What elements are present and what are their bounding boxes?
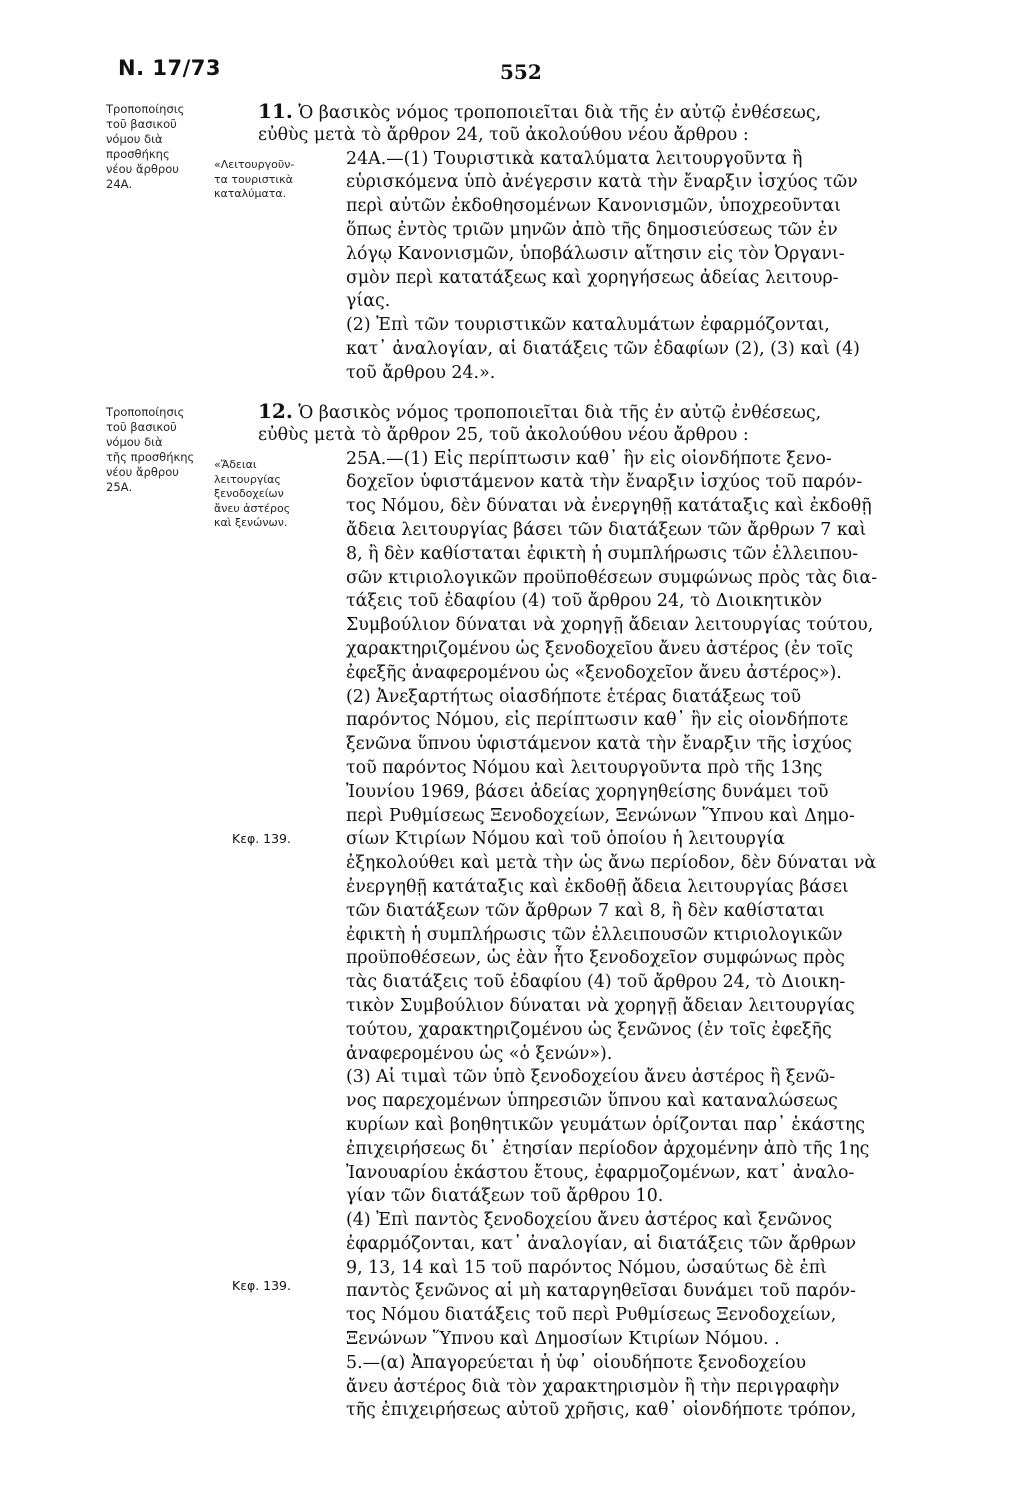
margin-note-line: τοῦ βασικοῦ [106,420,177,434]
text-line: ἐξηκολούθει καὶ μετὰ τὴν ὡς ἄνω περίοδον, δὲν δύναται νὰ [346,853,877,874]
text-line: παντὸς ξενῶνος αἱ μὴ καταργηθεῖσαι δυνάμει τοῦ παρόν- [346,1281,856,1302]
margin-note-line: Τροποποίησις [106,102,185,116]
text-line: προϋποθέσεων, ὡς ἐὰν ἦτο ξενοδοχεῖον συμφώνως πρὸς [346,948,845,969]
text-line: τος Νόμου, δὲν δύναται νὰ ἐνεργηθῇ κατάταξις καὶ ἐκδοθῇ [346,496,872,517]
article-heading-line: τα τουριστικὰ [214,172,293,186]
text-line: ἄνευ ἀστέρος διὰ τὸν χαρακτηρισμὸν ἢ τὴν περιγραφὴν [346,1376,840,1397]
margin-note-line: νόμου διὰ [106,132,163,146]
text-line: δοχεῖον ὑφιστάμενον κατὰ τὴν ἔναρξιν ἰσχύος τοῦ παρόν- [346,472,863,493]
text-line: κυρίων καὶ βοηθητικῶν γευμάτων ὁρίζονται παρ᾽ ἑκάστης [346,1114,865,1135]
cap-reference-1: Κεφ. 139. [232,831,291,846]
text-line: Ἰανουαρίου ἑκάστου ἔτους, ἐφαρμοζομένων, κατ᾽ ἀναλο- [346,1162,855,1183]
article-heading-line: ξενοδοχείων [214,487,284,500]
text-line: χαρακτηριζομένου ὡς ξενοδοχεῖου ἄνευ ἀστέρος (ἐν τοῖς [346,638,854,659]
text-line: παρόντος Νόμου, εἰς περίπτωσιν καθ᾽ ἣν εἰς οἱονδήποτε [346,710,849,731]
article-heading-line: καὶ ξενώνων. [214,516,288,529]
text-line: τοῦ ἄρθρου 24.». [346,362,496,383]
text-line: περὶ αὐτῶν ἐκδοθησομένων Κανονισμῶν, ὑποχρεοῦνται [346,196,841,217]
text-line: τος Νόμου διατάξεις τοῦ περὶ Ρυθμίσεως Ξενοδοχείων, [346,1305,837,1326]
text-line: ἐνεργηθῇ κατάταξις καὶ ἐκδοθῇ ἄδεια λειτουργίας βάσει [346,876,849,897]
text-line: σίων Κτιρίων Νόμου καὶ τοῦ ὁποίου ἡ λειτουργία [346,829,785,850]
text-line: τὰς διατάξεις τοῦ ἐδαφίου (4) τοῦ ἄρθρου 24, τὸ Διοικη- [346,972,846,993]
text-line: σῶν κτιριολογικῶν προϋποθέσεων συμφώνως πρὸς τὰς δια- [346,567,878,588]
text-line [258,400,966,424]
text-line: 8, ἢ δὲν καθίσταται ἐφικτὴ ἡ συμπλήρωσις τῶν ἐλλειπου- [346,543,858,564]
text-line: Ὁ βασικὸς νόμος τροποποιεῖται διὰ τῆς ἐν αὐτῷ ἐνθέσεως, [298,403,822,423]
article-heading-line: «Ἄδειαι [214,458,257,471]
text-line: τάξεις τοῦ ἐδαφίου (4) τοῦ ἄρθρου 24, τὸ Διοικητικὸν [346,591,823,612]
text-line: ἐπιχειρήσεως δι᾽ ἐτησίαν περίοδον ἀρχομένην ἀπὸ τῆς 1ης [346,1138,870,1159]
article-heading-line: καταλύματα. [214,187,287,200]
text-line: τοῦ παρόντος Νόμου καὶ λειτουργοῦντα πρὸ τῆς 13ης [346,757,823,778]
margin-note-line: 25Α. [106,480,133,494]
text-line: νος παρεχομένων ὑπηρεσιῶν ὕπνου καὶ καταναλώσεως [346,1091,838,1112]
text-line: Ἰουνίου 1969, βάσει ἀδείας χορηγηθείσης δυνάμει τοῦ [346,781,829,802]
margin-note-2 [106,405,202,495]
law-identifier: Ν. 17/73 [118,56,221,80]
text-line: λόγῳ Κανονισμῶν, ὑποβάλωσιν αἴτησιν εἰς τὸν Ὀργανι- [346,243,845,264]
margin-note-line: νόμου διὰ [106,435,163,449]
text-line: σμὸν περὶ κατατάξεως καὶ χορηγήσεως ἀδείας λειτουρ- [346,267,839,288]
text-line: 24Α.—(1) Τουριστικὰ καταλύματα λειτουργοῦντα ἢ [346,148,803,169]
margin-note-line: Τροποποίησις [106,405,185,419]
text-line: τούτου, χαρακτηριζομένου ὡς ξενῶνος (ἐν τοῖς ἐφεξῆς [346,1019,832,1040]
text-line: εὐθὺς μετὰ τὸ ἄρθρον 25, τοῦ ἀκολούθου νέου ἄρθρου : [258,424,749,445]
margin-note-line: τῆς προσθήκης [106,450,195,464]
text-line: περὶ Ρυθμίσεως Ξενοδοχείων, Ξενώνων Ὕπνου καὶ Δημο- [346,805,855,826]
text-line: κατ᾽ ἀναλογίαν, αἱ διατάξεις τῶν ἐδαφίων (2), (3) καὶ (4) [346,338,860,359]
text-line: τικὸν Συμβούλιον δύναται νὰ χορηγῇ ἄδειαν λειτουργίας [346,995,855,1016]
text-line: Συμβούλιον δύναται νὰ χορηγῇ ἄδειαν λειτουργίας τούτου, [346,615,874,636]
text-line: ἀναφερομένου ὡς «ὁ ξενών»). [346,1043,613,1064]
article-heading-line: ἄνευ ἀστέρος [214,501,291,515]
text-line: εὐθὺς μετὰ τὸ ἄρθρον 24, τοῦ ἀκολούθου νέου ἄρθρου : [258,124,749,145]
cap-reference-2: Κεφ. 139. [232,1278,291,1293]
text-line [258,100,966,124]
text-line: εὑρισκόμενα ὑπὸ ἀνέγερσιν κατὰ τὴν ἔναρξιν ἰσχύος τῶν [346,172,858,193]
section-11 [258,100,966,386]
text-line: (3) Αἱ τιμαὶ τῶν ὑπὸ ξενοδοχείου ἄνευ ἀστέρος ἢ ξενῶ- [346,1067,836,1088]
text-line: τῶν διατάξεων τῶν ἄρθρων 7 καὶ 8, ἢ δὲν καθίσταται [346,900,825,921]
section-number: 12. [258,399,293,423]
text-line: (2) Ἐπὶ τῶν τουριστικῶν καταλυμάτων ἐφαρμόζονται, [346,315,830,336]
text-line: γίας. [346,291,391,312]
section-12 [258,400,966,1423]
margin-note-line: προσθήκης [106,147,170,161]
text-line: ἐφεξῆς ἀναφερομένου ὡς «ξενοδοχεῖον ἄνευ ἀστέρος»). [346,662,842,683]
text-line: ξενῶνα ὕπνου ὑφιστάμενον κατὰ τὴν ἔναρξιν τῆς ἰσχύος [346,734,852,755]
margin-note-line: τοῦ βασικοῦ [106,117,177,131]
margin-note-1 [106,102,202,192]
text-line: (2) Ἀνεξαρτήτως οἱασδήποτε ἑτέρας διατάξεως τοῦ [346,686,802,707]
text-line: τῆς ἐπιχειρήσεως αὐτοῦ χρῆσις, καθ᾽ οἱονδήποτε τρόπον, [346,1400,857,1421]
text-line: 5.—(α) Ἀπαγορεύεται ἡ ὑφ᾽ οἱουδήποτε ξενοδοχείου [346,1352,807,1373]
margin-note-line: νέου ἄρθρου [106,465,179,479]
text-line: ἐφαρμόζονται, κατ᾽ ἀναλογίαν, αἱ διατάξεις τῶν ἄρθρων [346,1233,857,1254]
text-line: Ὁ βασικὸς νόμος τροποποιεῖται διὰ τῆς ἐν αὐτῷ ἐνθέσεως, [298,103,822,123]
page-number: 552 [500,60,542,84]
section-number: 11. [258,99,293,123]
text-line: ὅπως ἐντὸς τριῶν μηνῶν ἀπὸ τῆς δημοσιεύσεως τῶν ἐν [346,219,838,240]
article-heading-line: «Λειτουργοῦν- [214,158,295,171]
text-line: ἄδεια λειτουργίας βάσει τῶν διατάξεων τῶν ἄρθρων 7 καὶ [346,519,867,540]
text-line: (4) Ἐπὶ παντὸς ξενοδοχείου ἄνευ ἀστέρος καὶ ξενῶνος [346,1210,833,1231]
margin-note-line: 24Α. [106,177,133,191]
text-line: 25Α.—(1) Εἰς περίπτωσιν καθ᾽ ἣν εἰς οἱονδήποτε ξενο- [346,448,832,469]
text-line: 9, 13, 14 καὶ 15 τοῦ παρόντος Νόμου, ὡσαύτως δὲ ἐπὶ [346,1257,828,1278]
text-line: Ξενώνων Ὕπνου καὶ Δημοσίων Κτιρίων Νόμου. . [346,1329,780,1350]
text-line: γίαν τῶν διατάξεων τοῦ ἄρθρου 10. [346,1186,664,1207]
article-heading-line: λειτουργίας [214,472,281,486]
text-line: ἐφικτὴ ἡ συμπλήρωσις τῶν ἐλλειπουσῶν κτιριολογικῶν [346,924,843,945]
margin-note-line: νέου ἄρθρου [106,162,179,176]
